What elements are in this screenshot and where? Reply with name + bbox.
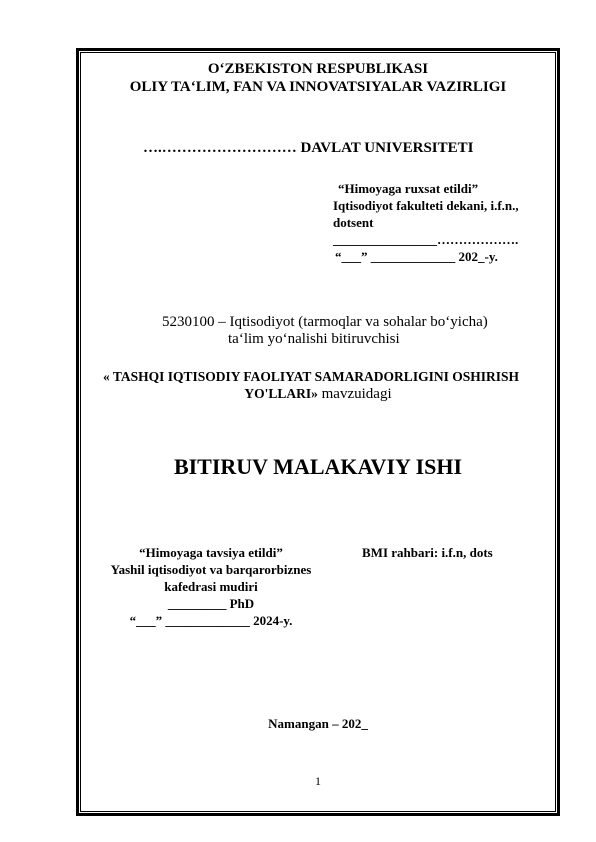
approval-bottom-line-4: _________ PhD (167, 596, 255, 611)
page-number: 1 (315, 774, 321, 788)
supervisor-label: BMI rahbari: i.f.n, dots (362, 545, 493, 560)
topic-line-2 (80, 387, 556, 402)
work-title: BITIRUV MALAKAVIY ISHI (173, 454, 463, 479)
approval-top-line-4: ________________………………. (333, 232, 519, 247)
approval-bottom-line-5: “___” _____________ 2024-y. (129, 613, 293, 628)
approval-top-line-5: “___” _____________ 202_-y. (335, 249, 498, 264)
approval-top-line-1: “Himoyaga ruxsat etildi” (338, 181, 479, 196)
topic-line-2-bold: YO'LLARI» (244, 386, 318, 401)
ministry-heading: OLIY TA‘LIM, FAN VA INNOVATSIYALAR VAZIRLIGI (129, 79, 507, 95)
page-border-inner (80, 52, 556, 812)
topic-line-2-rest: mavzuidagi (317, 386, 392, 402)
university-name: ….……………………… DAVLAT UNIVERSITETI (143, 140, 474, 156)
topic-line-1: « TASHQI IQTISODIY FAOLIYAT SAMARADORLIGINI OSHIRISH (103, 369, 519, 384)
approval-bottom-line-1: “Himoyaga tavsiya etildi” (139, 545, 283, 560)
republic-heading: O‘ZBEKISTON RESPUBLIKASI (207, 61, 429, 77)
approval-bottom-line-2: Yashil iqtisodiyot va barqarorbiznes (110, 562, 312, 577)
place-year: Namangan – 202_ (268, 716, 368, 731)
specialty-code-line: 5230100 – Iqtisodiyot (tarmoqlar va sohalar bo‘yicha) (162, 314, 488, 330)
approval-bottom-line-3: kafedrasi mudiri (164, 579, 258, 594)
approval-top-line-3: dotsent (333, 215, 374, 230)
specialty-graduate-line: ta‘lim yo‘nalishi bitiruvchisi (228, 331, 400, 347)
approval-top-line-2: Iqtisodiyot fakulteti dekani, i.f.n., (333, 198, 519, 213)
